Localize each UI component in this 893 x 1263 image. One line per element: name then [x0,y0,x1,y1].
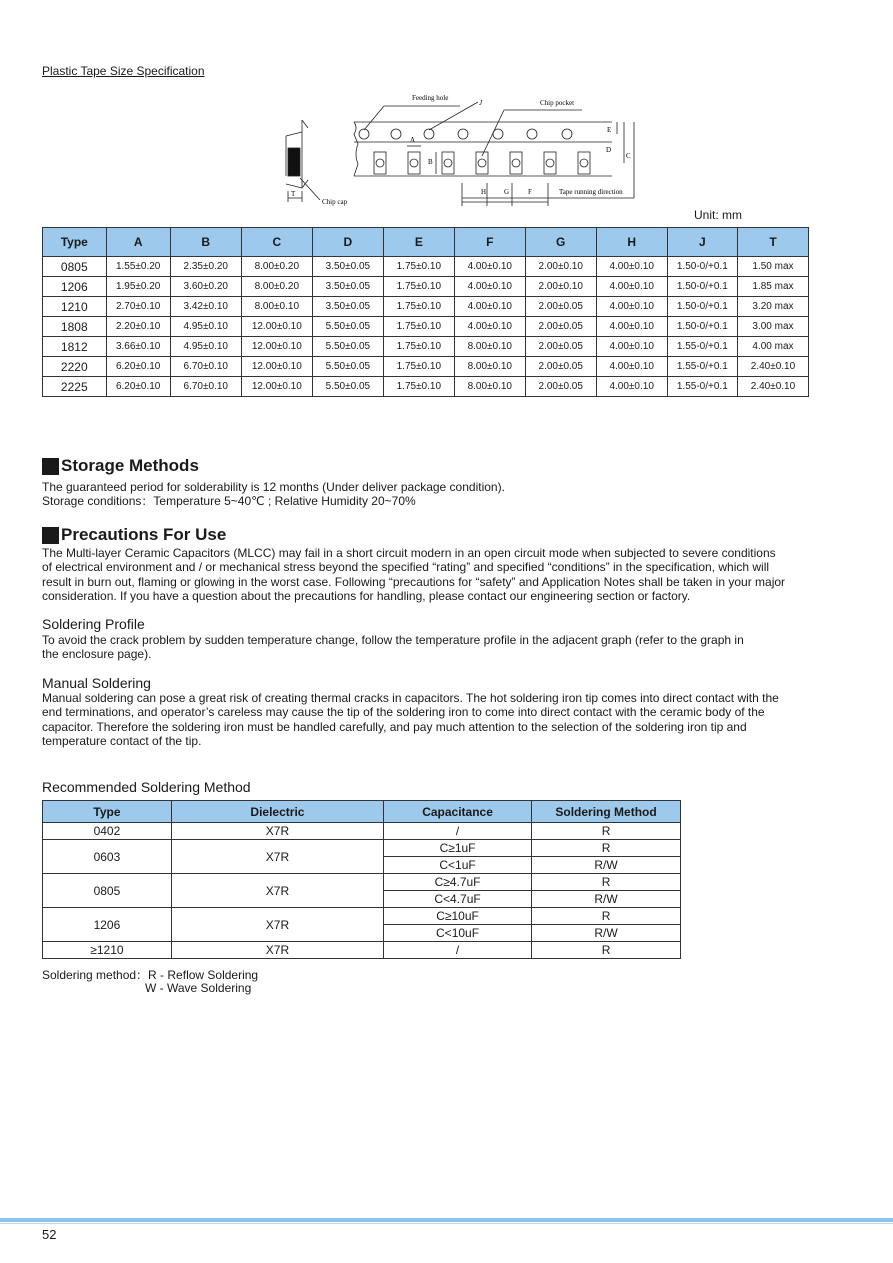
solder-table-row [43,942,681,959]
tape-header-f: F [454,228,525,257]
tape-cell-value: 3.50±0.05 [312,277,383,297]
solder-cell-method: R [532,908,681,925]
solder-cell-method: R [532,823,681,840]
tape-cell-value: 1.75±0.10 [383,337,454,357]
tape-cell-value: 5.50±0.05 [312,317,383,337]
solder-cell-capacitance: C≥10uF [384,908,532,925]
storage-title: Storage Methods [61,456,199,475]
tape-cell-value: 12.00±0.10 [241,317,312,337]
tape-diagram [272,88,652,210]
label-chip-cap: Chip cap [322,198,348,206]
tape-cell-value: 1.50-0/+0.1 [667,297,737,317]
tape-cell-value: 2.40±0.10 [737,357,808,377]
tape-table-header-row [43,228,809,257]
solder-cell-capacitance: / [384,823,532,840]
tape-cell-value: 1.50 max [737,257,808,277]
label-a: A [410,136,416,144]
tape-cell-value: 2.00±0.10 [525,257,596,277]
tape-cell-value: 12.00±0.10 [241,377,312,397]
tape-header-d: D [312,228,383,257]
tape-cell-value: 2.00±0.05 [525,357,596,377]
storage-heading [42,456,199,476]
tape-header-j: J [667,228,737,257]
soldering-note-line-1: Soldering method：R - Reflow Soldering [42,968,259,982]
tape-cell-value: 8.00±0.10 [454,337,525,357]
tape-cell-value: 4.00±0.10 [454,297,525,317]
solder-table-header-row [43,801,681,823]
tape-cell-value: 2.00±0.05 [525,337,596,357]
solder-cell-type: 0402 [43,823,172,840]
tape-cell-value: 2.70±0.10 [106,297,170,317]
tape-cell-type: 1210 [43,297,107,317]
tape-table-row [43,317,809,337]
label-d: D [606,146,612,154]
tape-cell-value: 1.75±0.10 [383,277,454,297]
precautions-heading [42,525,226,545]
tape-cell-value: 8.00±0.20 [241,257,312,277]
recommended-title: Recommended Soldering Method [42,779,251,795]
tape-table-row [43,277,809,297]
tape-cell-value: 8.00±0.10 [241,297,312,317]
solder-cell-method: R [532,840,681,857]
solder-cell-capacitance: C<10uF [384,925,532,942]
tape-cell-value: 5.50±0.05 [312,357,383,377]
solder-cell-type: 0603 [43,840,172,874]
tape-cell-value: 1.50-0/+0.1 [667,257,737,277]
tape-cell-value: 2.20±0.10 [106,317,170,337]
tape-cell-value: 4.00±0.10 [596,357,667,377]
tape-table-row [43,337,809,357]
solder-table-row [43,823,681,840]
tape-cell-value: 1.55±0.20 [106,257,170,277]
label-f: F [528,188,532,196]
tape-cell-value: 2.00±0.05 [525,317,596,337]
tape-header-type: Type [43,228,107,257]
label-tape-direction: Tape running direction [559,188,623,196]
storage-line-2: Storage conditions：Temperature 5~40℃ ; Relative Humidity 20~70% [42,494,416,509]
label-h: H [481,188,487,196]
tape-header-h: H [596,228,667,257]
tape-table-row [43,297,809,317]
label-t: T [291,190,296,198]
solder-cell-capacitance: C≥4.7uF [384,874,532,891]
label-g: G [504,188,510,196]
precautions-text: The Multi-layer Ceramic Capacitors (MLCC) may fail in a short circuit modern in an open circuit mode when subjected to severe conditions of electrical environment and / or mechanical stress beyond the specified “rating” and specified “conditions” in the specification, which will result in burn out, flaming or glowing in the worst case. Following “precautions for “safety” and Application Notes shall be taken in your major consideration. If you have a question about the precautions for handling, please contact our engineering section or factory. [42,546,786,604]
solder-cell-capacitance: / [384,942,532,959]
tape-cell-value: 8.00±0.20 [241,277,312,297]
solder-cell-method: R/W [532,891,681,908]
manual-soldering-title: Manual Soldering [42,675,151,691]
solder-header-capacitance: Capacitance [384,801,532,823]
tape-table-row [43,357,809,377]
soldering-profile-text: To avoid the crack problem by sudden temperature change, follow the temperature profile in the adjacent graph (refer to the graph in the enclosure page). [42,633,744,662]
solder-header-dielectric: Dielectric [171,801,383,823]
solder-cell-dielectric: X7R [171,942,383,959]
tape-cell-value: 6.70±0.10 [170,357,241,377]
tape-cell-value: 2.00±0.10 [525,277,596,297]
tape-cell-value: 6.20±0.10 [106,377,170,397]
tape-cell-value: 2.00±0.05 [525,377,596,397]
solder-cell-type: 0805 [43,874,172,908]
tape-cell-type: 1206 [43,277,107,297]
tape-cell-value: 3.20 max [737,297,808,317]
label-j: J [479,99,483,107]
storage-text [42,480,802,509]
tape-header-t: T [737,228,808,257]
tape-cell-value: 4.95±0.10 [170,337,241,357]
heading-square-icon [42,458,59,475]
solder-cell-dielectric: X7R [171,908,383,942]
tape-cell-value: 1.75±0.10 [383,297,454,317]
soldering-note-line-2: W - Wave Soldering [145,981,252,995]
tape-cell-value: 3.50±0.05 [312,257,383,277]
tape-header-e: E [383,228,454,257]
tape-cell-value: 4.00±0.10 [596,317,667,337]
tape-table-row [43,257,809,277]
solder-cell-capacitance: C<1uF [384,857,532,874]
tape-section-title: Plastic Tape Size Specification [42,64,205,78]
footer-bar-thin [0,1223,893,1224]
tape-cell-value: 5.50±0.05 [312,377,383,397]
tape-cell-value: 4.00±0.10 [454,317,525,337]
tape-header-a: A [106,228,170,257]
tape-header-g: G [525,228,596,257]
solder-cell-dielectric: X7R [171,874,383,908]
solder-cell-method: R [532,874,681,891]
tape-cell-value: 1.55-0/+0.1 [667,377,737,397]
tape-cell-value: 2.40±0.10 [737,377,808,397]
tape-cell-value: 1.85 max [737,277,808,297]
tape-cell-value: 12.00±0.10 [241,337,312,357]
tape-cell-value: 1.50-0/+0.1 [667,277,737,297]
solder-cell-method: R/W [532,857,681,874]
tape-cell-type: 1808 [43,317,107,337]
solder-cell-dielectric: X7R [171,823,383,840]
tape-cell-value: 1.75±0.10 [383,317,454,337]
tape-cell-value: 1.75±0.10 [383,257,454,277]
solder-cell-method: R [532,942,681,959]
tape-cell-value: 4.95±0.10 [170,317,241,337]
tape-cell-value: 3.60±0.20 [170,277,241,297]
label-b: B [428,158,433,166]
label-feeding-hole: Feeding hole [412,94,449,102]
tape-cell-value: 4.00±0.10 [596,337,667,357]
footer-bar [0,1218,893,1222]
tape-cell-value: 1.95±0.20 [106,277,170,297]
tape-cell-value: 3.00 max [737,317,808,337]
tape-header-c: C [241,228,312,257]
unit-label: Unit: mm [694,208,742,222]
solder-header-type: Type [43,801,172,823]
label-c: C [626,152,631,160]
tape-cell-value: 1.50-0/+0.1 [667,317,737,337]
tape-cell-value: 12.00±0.10 [241,357,312,377]
solder-header-method: Soldering Method [532,801,681,823]
solder-cell-type: ≥1210 [43,942,172,959]
label-chip-pocket: Chip pocket [540,99,575,107]
tape-cell-value: 1.55-0/+0.1 [667,337,737,357]
solder-cell-dielectric: X7R [171,840,383,874]
tape-cell-value: 4.00±0.10 [596,297,667,317]
tape-cell-value: 6.20±0.10 [106,357,170,377]
solder-table-row [43,874,681,891]
storage-line-1: The guaranteed period for solderability is 12 months (Under deliver package condition). [42,480,505,494]
tape-cell-value: 8.00±0.10 [454,357,525,377]
solder-cell-type: 1206 [43,908,172,942]
tape-cell-value: 3.42±0.10 [170,297,241,317]
label-e: E [607,126,612,134]
tape-cell-value: 4.00±0.10 [596,377,667,397]
tape-cell-value: 4.00±0.10 [596,277,667,297]
soldering-method-table [42,800,681,959]
tape-cell-type: 2225 [43,377,107,397]
tape-cell-value: 3.50±0.05 [312,297,383,317]
tape-cell-value: 8.00±0.10 [454,377,525,397]
tape-cell-value: 3.66±0.10 [106,337,170,357]
tape-cell-value: 4.00±0.10 [454,277,525,297]
tape-cell-value: 1.55-0/+0.1 [667,357,737,377]
tape-cell-value: 4.00 max [737,337,808,357]
tape-cell-type: 2220 [43,357,107,377]
tape-cell-value: 2.00±0.05 [525,297,596,317]
tape-cell-value: 5.50±0.05 [312,337,383,357]
tape-cell-value: 1.75±0.10 [383,377,454,397]
heading-square-icon [42,527,59,544]
manual-soldering-text: Manual soldering can pose a great risk of creating thermal cracks in capacitors. The hot soldering iron tip comes into direct contact with the end terminations, and operator’s careless may cause the tip of the soldering iron to come into direct contact with the ceramic body of the capacitor. Therefore the soldering iron must be handled carefully, and pay much attention to the selection of the soldering iron tip and temperature contact of the tip. [42,691,779,749]
solder-cell-method: R/W [532,925,681,942]
soldering-profile-title: Soldering Profile [42,616,145,632]
solder-table-row [43,908,681,925]
solder-cell-capacitance: C<4.7uF [384,891,532,908]
page-number: 52 [42,1227,57,1242]
solder-table-row [43,840,681,857]
tape-cell-type: 0805 [43,257,107,277]
tape-cell-type: 1812 [43,337,107,357]
tape-size-table [42,227,809,397]
tape-header-b: B [170,228,241,257]
tape-cell-value: 4.00±0.10 [454,257,525,277]
precautions-title: Precautions For Use [61,525,227,544]
tape-cell-value: 6.70±0.10 [170,377,241,397]
tape-cell-value: 1.75±0.10 [383,357,454,377]
tape-table-row [43,377,809,397]
tape-cell-value: 2.35±0.20 [170,257,241,277]
solder-cell-capacitance: C≥1uF [384,840,532,857]
tape-cell-value: 4.00±0.10 [596,257,667,277]
